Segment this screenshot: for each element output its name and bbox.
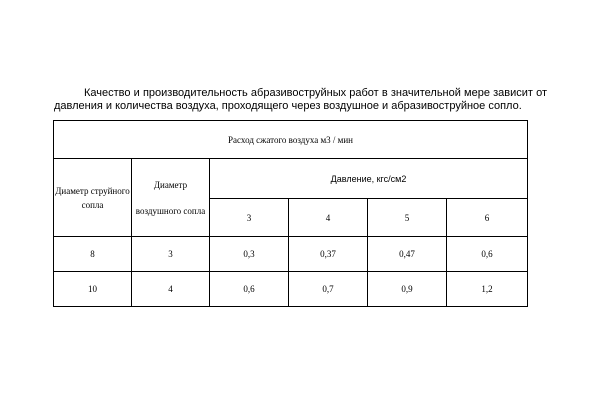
consumption-cell: 0,6 (447, 237, 528, 272)
jet-diameter-cell: 10 (54, 272, 132, 307)
consumption-cell: 0,3 (210, 237, 289, 272)
table-row (54, 237, 528, 272)
pressure-value-cell: 6 (447, 199, 528, 237)
consumption-cell: 0,6 (210, 272, 289, 307)
header-jet-nozzle-diameter: Диаметр струйного сопла (54, 159, 132, 237)
header-air-nozzle-diameter: Диаметр воздушного сопла (132, 159, 210, 237)
air-diameter-cell: 3 (132, 237, 210, 272)
jet-diameter-cell: 8 (54, 237, 132, 272)
consumption-cell: 0,7 (289, 272, 368, 307)
pressure-value-cell: 3 (210, 199, 289, 237)
table-row (54, 272, 528, 307)
intro-text: Качество и производительность абразивоструйных работ в значительной мере зависит от давления и количества воздуха, проходящего через воздушное и абразивоструйное сопло. (54, 87, 547, 112)
header-pressure: Давление, кгс/см2 (210, 159, 528, 199)
pressure-value-cell: 4 (289, 199, 368, 237)
consumption-cell: 1,2 (447, 272, 528, 307)
consumption-cell: 0,9 (368, 272, 447, 307)
consumption-cell: 0,37 (289, 237, 368, 272)
consumption-cell: 0,47 (368, 237, 447, 272)
pressure-value-cell: 5 (368, 199, 447, 237)
air-consumption-table (53, 120, 528, 307)
intro-paragraph (54, 87, 547, 113)
table-title: Расход сжатого воздуха м3 / мин (54, 121, 528, 159)
air-diameter-cell: 4 (132, 272, 210, 307)
